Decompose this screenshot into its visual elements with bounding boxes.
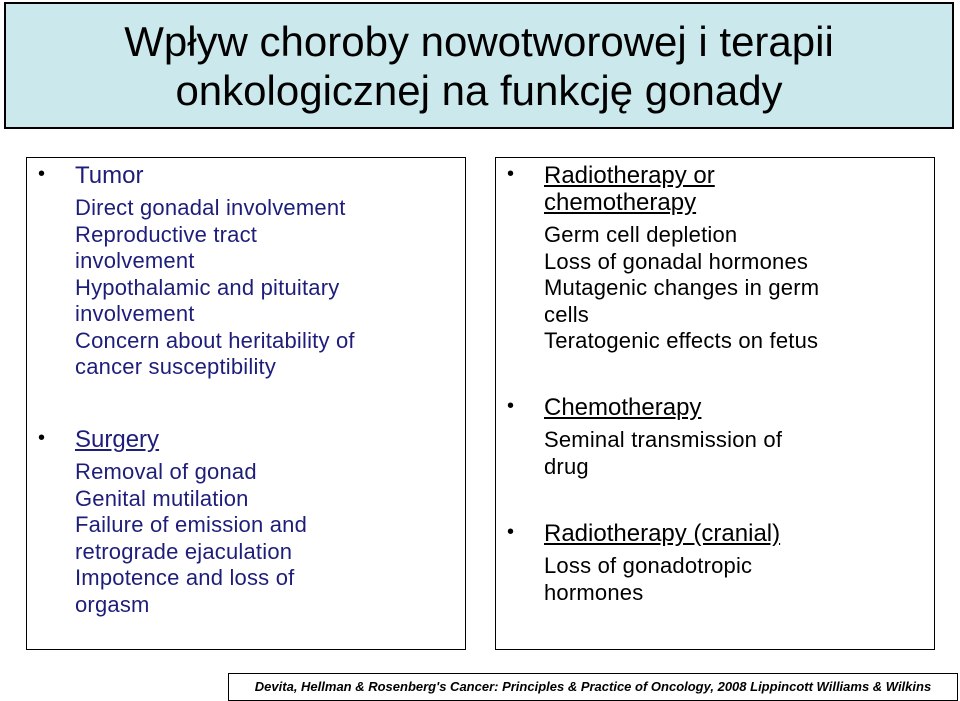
chemo-line: drug (544, 453, 589, 479)
radio-chemo-section (496, 162, 934, 355)
radio-chemo-line: Germ cell depletion (544, 222, 738, 247)
bullet-icon: • (507, 163, 515, 185)
bullet-icon: • (507, 395, 515, 417)
tumor-heading: Tumor (75, 162, 144, 189)
slide-title-box (4, 2, 954, 129)
surgery-line: Impotence and loss of (75, 565, 295, 590)
chemo-line: Seminal transmission of (544, 427, 783, 452)
surgery-line: Failure of emission and (75, 512, 308, 537)
chemo-heading: Chemotherapy (544, 394, 702, 421)
surgery-line: retrograde ejaculation (75, 538, 293, 564)
radio-chemo-line: Mutagenic changes in germ (544, 275, 820, 300)
cranial-lines (544, 553, 934, 606)
cranial-section (496, 520, 934, 606)
slide-title-line-2: onkologicznej na funkcję gonady (175, 67, 783, 114)
chemo-section (496, 394, 934, 480)
cranial-line: hormones (544, 579, 644, 605)
tumor-line: involvement (75, 301, 195, 326)
tumor-line: Direct gonadal involvement (75, 195, 346, 220)
tumor-line: cancer susceptibility (75, 354, 277, 379)
tumor-line: Reproductive tract (75, 221, 258, 247)
surgery-line: orgasm (75, 591, 150, 617)
bullet-icon: • (507, 521, 515, 543)
surgery-heading: Surgery (75, 426, 160, 453)
radio-chemo-lines (544, 222, 934, 355)
radio-chemo-heading-line-2: chemotherapy (544, 189, 697, 216)
tumor-line: Hypothalamic and pituitary (75, 274, 340, 300)
radio-chemo-line: cells (544, 301, 590, 327)
slide-title-line-1: Wpływ choroby nowotworowej i terapii (124, 18, 834, 65)
tumor-section (27, 162, 465, 381)
chemo-lines (544, 427, 934, 480)
cranial-heading: Radiotherapy (cranial) (544, 520, 781, 547)
tumor-lines (75, 195, 465, 381)
radio-chemo-line: Teratogenic effects on fetus (544, 328, 819, 353)
tumor-line: Concern about heritability of (75, 327, 355, 353)
bullet-icon: • (38, 163, 46, 185)
citation: Devita, Hellman & Rosenberg's Cancer: Principles & Practice of Oncology, 2008 Lippincott Williams & Wilkins (228, 673, 958, 701)
right-panel (495, 157, 935, 650)
surgery-section (27, 426, 465, 618)
bullet-icon: • (38, 427, 46, 449)
left-panel (26, 157, 466, 650)
surgery-line: Genital mutilation (75, 485, 249, 511)
surgery-lines (75, 459, 465, 618)
cranial-line: Loss of gonadotropic (544, 553, 753, 578)
radio-chemo-heading-line-1: Radiotherapy or (544, 162, 715, 189)
surgery-line: Removal of gonad (75, 459, 257, 484)
tumor-line: involvement (75, 248, 195, 273)
radio-chemo-line: Loss of gonadal hormones (544, 248, 809, 274)
